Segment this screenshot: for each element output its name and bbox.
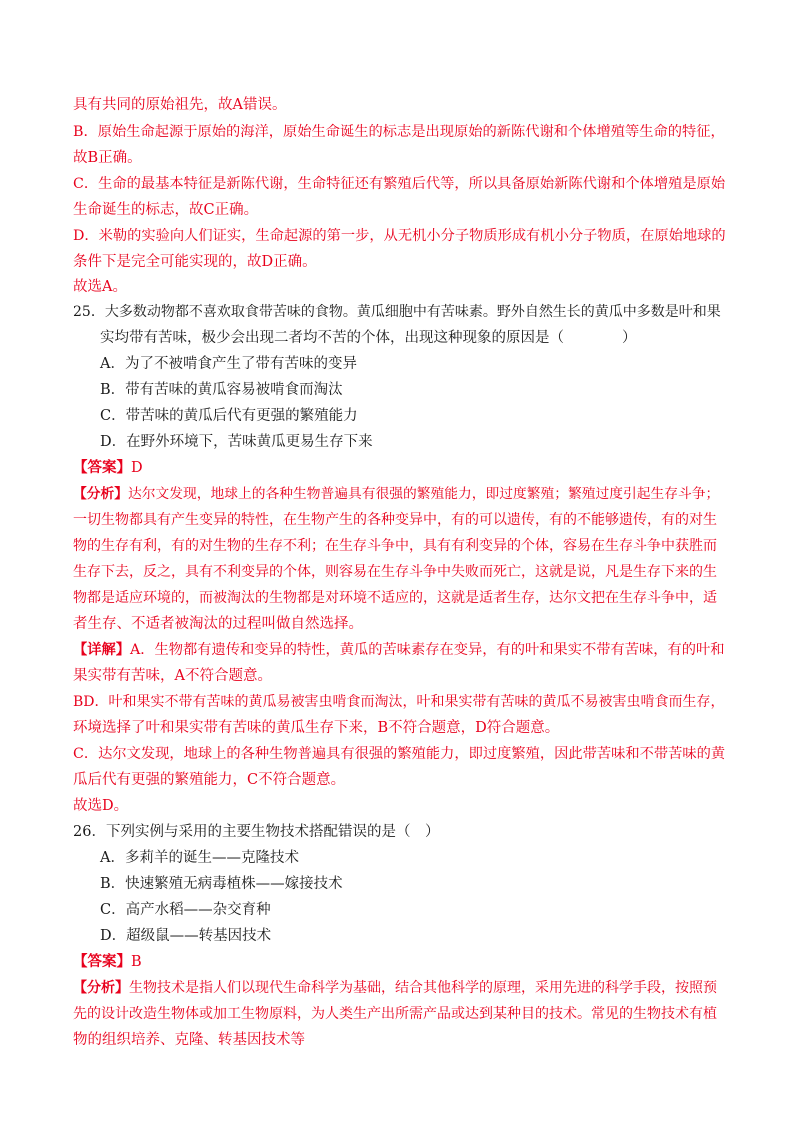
prev-option-c-line1: C．生命的最基本特征是新陈代谢，生命特征还有繁殖后代等，所以具备原始新陈代谢和个体增殖是原始 — [73, 176, 726, 192]
prev-option-c-line2: 生命诞生的标志，故C正确。 — [73, 202, 259, 218]
q25-analysis-line6: 者生存、不适者被淘汰的过程叫做自然选择。 — [73, 616, 363, 632]
answer-value: B — [131, 954, 142, 970]
prev-option-b-line1: B．原始生命起源于原始的海洋，原始生命诞生的标志是出现原始的新陈代谢和个体增殖等生命的特征， — [73, 124, 725, 140]
prev-option-d-line2: 条件下是完全可能实现的，故D正确。 — [73, 254, 317, 270]
q25-option-c: C．带苦味的黄瓜后代有更强的繁殖能力 — [100, 408, 358, 424]
q26-analysis-line3: 物的组织培养、克隆、转基因技术等 — [73, 1032, 305, 1048]
prev-choice: 故选A。 — [73, 279, 127, 295]
q25-option-b: B．带有苦味的黄瓜容易被啃食而淘汰 — [100, 382, 343, 398]
q26-analysis-line1 — [73, 978, 717, 998]
q25-option-a: A．为了不被啃食产生了带有苦味的变异 — [100, 356, 357, 372]
q25-choice: 故选D。 — [73, 798, 129, 814]
prev-option-d-line1: D．米勒的实验向人们证实，生命起源的第一步，从无机小分子物质形成有机小分子物质，在原始地球的 — [73, 228, 726, 244]
q25-detail-line5: C．达尔文发现，地球上的各种生物普遍具有很强的繁殖能力，即过度繁殖，因此带苦味和不带苦味的黄 — [73, 746, 726, 762]
q26-option-a: A．多莉羊的诞生——克隆技术 — [100, 850, 299, 866]
analysis-tag: 【分析】 — [73, 980, 129, 996]
q26-analysis-line2: 先的设计改造生物体或加工生物原料，为人类生产出所需产品或达到某种目的技术。常见的生物技术有植 — [73, 1006, 717, 1022]
prev-text-line: 具有共同的原始祖先，故A错误。 — [73, 97, 287, 113]
answer-tag: 【答案】 — [73, 953, 131, 970]
q25-analysis-line1 — [73, 484, 719, 504]
analysis-tag: 【分析】 — [73, 486, 129, 502]
q26-stem: 26．下列实例与采用的主要生物技术搭配错误的是（ ） — [73, 824, 440, 840]
q26-answer — [73, 952, 142, 972]
answer-tag: 【答案】 — [73, 459, 131, 476]
q25-detail-line4: 环境选择了叶和果实带有苦味的黄瓜生存下来，B不符合题意，D符合题意。 — [73, 720, 560, 736]
q25-option-d: D．在野外环境下，苦味黄瓜更易生存下来 — [100, 434, 373, 450]
q25-stem-line1: 25．大多数动物都不喜欢取食带苦味的食物。黄瓜细胞中有苦味素。野外自然生长的黄瓜中多数是叶和果 — [73, 304, 721, 320]
detail-text: A．生物都有遗传和变异的特性，黄瓜的苦味素存在变异，有的叶和果实不带有苦味，有的叶和 — [130, 642, 725, 658]
q25-analysis-line2: 一切生物都具有产生变异的特性，在生物产生的各种变异中，有的可以遗传，有的不能够遗传，有的对生 — [73, 512, 717, 528]
analysis-text: 达尔文发现，地球上的各种生物普遍具有很强的繁殖能力，即过度繁殖；繁殖过度引起生存斗争； — [128, 486, 720, 502]
q25-analysis-line3: 物的生存有利，有的对生物的生存不利；在生存斗争中，具有有利变异的个体，容易在生存斗争中获胜而 — [73, 538, 717, 554]
q25-analysis-line5: 物都是适应环境的，而被淘汰的生物都是对环境不适应的，这就是适者生存，达尔文把在生存斗争中，适 — [73, 590, 717, 606]
q26-option-d: D．超级鼠——转基因技术 — [100, 928, 272, 944]
q25-detail-line3: BD．叶和果实不带有苦味的黄瓜易被害虫啃食而淘汰，叶和果实带有苦味的黄瓜不易被害虫啃食而生存， — [73, 694, 725, 710]
answer-value: D — [131, 460, 143, 476]
detail-tag: 【详解】 — [73, 642, 131, 658]
q26-option-c: C．高产水稻——杂交育种 — [100, 902, 271, 918]
q25-detail-line6: 瓜后代有更强的繁殖能力，C不符合题意。 — [73, 772, 346, 788]
q25-analysis-line4: 生存下去，反之，具有不利变异的个体，则容易在生存斗争中失败而死亡，这就是说，凡是生存下来的生 — [73, 564, 717, 580]
q25-stem-line2: 实均带有苦味，极少会出现二者均不苦的个体，出现这种现象的原因是（ ） — [100, 330, 637, 346]
q25-answer — [73, 458, 143, 478]
prev-option-b-line2: 故B正确。 — [73, 150, 142, 166]
analysis-text: 生物技术是指人们以现代生命科学为基础，结合其他科学的原理，采用先进的科学手段，按照预 — [129, 980, 717, 996]
q25-detail-line1 — [73, 640, 725, 660]
q26-option-b: B．快速繁殖无病毒植株——嫁接技术 — [100, 876, 343, 892]
q25-detail-line2: 果实带有苦味，A不符合题意。 — [73, 668, 272, 684]
